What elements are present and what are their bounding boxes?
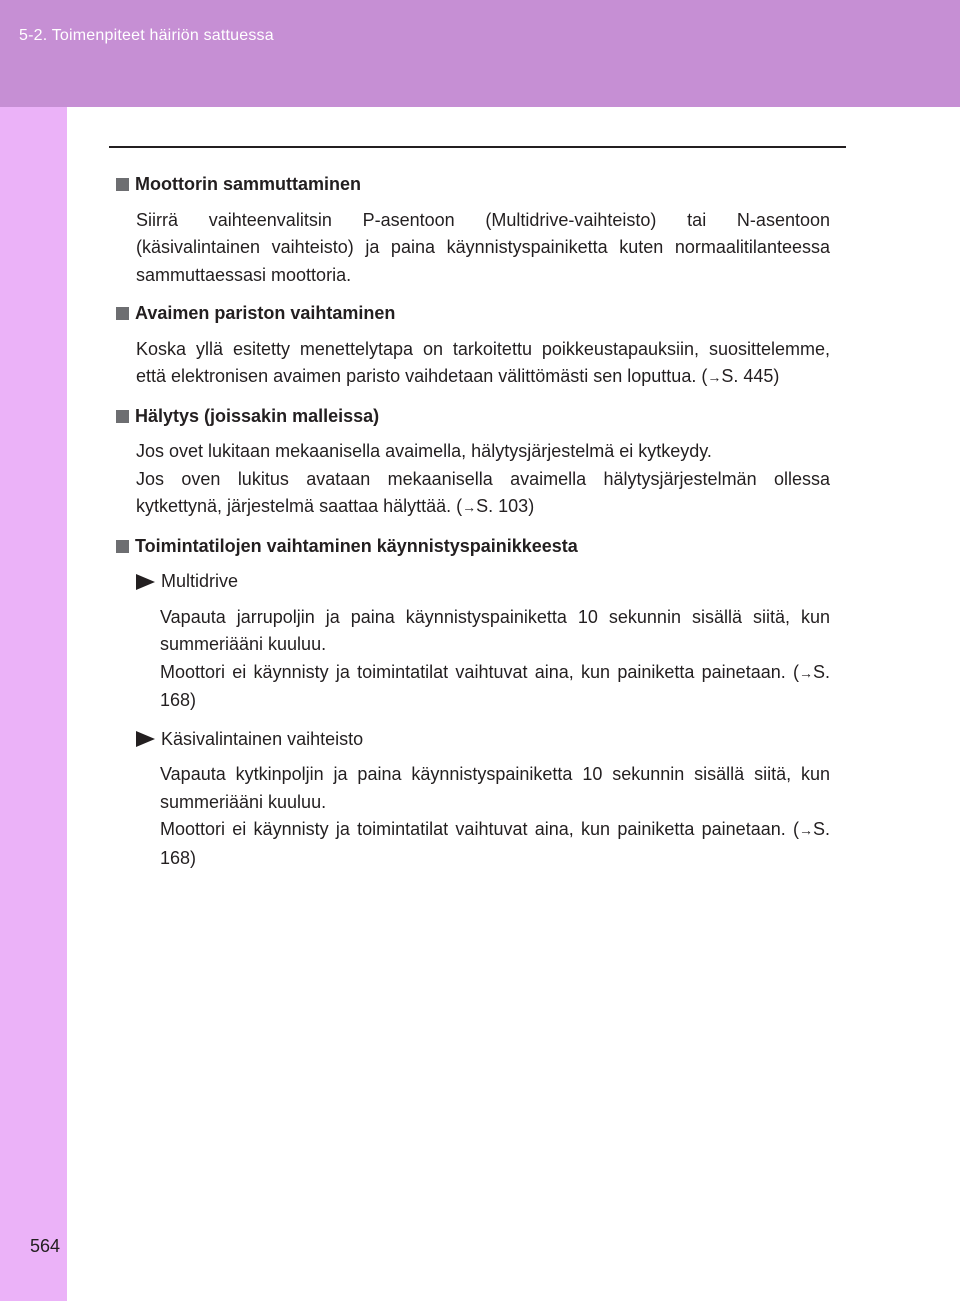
page-number: 564 [29, 1236, 60, 1256]
page-reference[interactable]: S. 168) [160, 819, 830, 868]
square-bullet-icon [116, 540, 129, 553]
square-bullet-icon [116, 410, 129, 423]
sub-text: Vapauta jarrupoljin ja paina käynnistyspainiketta 10 sekunnin sisällä siitä, kun summeriääni kuuluu. Moottori ei käynnisty ja toimintatilat vaihtuvat aina, kun painiketta painetaan. (→S. 168) [160, 606, 830, 710]
sub-text: Vapauta kytkinpoljin ja paina käynnistyspainiketta 10 sekunnin sisällä siitä, kun summeriääni kuuluu. Moottori ei käynnisty ja toimintatilat vaihtuvat aina, kun painiketta painetaan. (→S. 168) [160, 764, 830, 868]
section-text: Jos ovet lukitaan mekaanisella avaimella, hälytysjärjestelmä ei kytkeydy. Jos oven lukitus avataan mekaanisella avaimella hälytysjärjestelmän ollessa kytkettynä, järjestelmä saattaa hälyttää. (→S. 103) [136, 441, 830, 516]
content [116, 171, 830, 883]
arrow-icon: → [462, 499, 477, 515]
section-heading: Toimintatilojen vaihtaminen käynnistyspainikkeesta [116, 533, 830, 561]
triangle-bullet-icon [136, 731, 155, 747]
top-rule [109, 146, 846, 148]
arrow-icon: → [707, 369, 722, 385]
section-heading: Avaimen pariston vaihtaminen [116, 300, 830, 328]
page-reference[interactable]: S. 168) [160, 661, 830, 710]
page-reference[interactable]: S. 445) [721, 366, 780, 386]
sub-heading: Multidrive [136, 568, 830, 596]
header-band [0, 0, 960, 107]
square-bullet-icon [116, 307, 129, 320]
section-heading: Hälytys (joissakin malleissa) [116, 403, 830, 431]
page-reference[interactable]: S. 103) [476, 496, 535, 516]
triangle-bullet-icon [136, 574, 155, 590]
section-title: 5-2. Toimenpiteet häiriön sattuessa [19, 27, 274, 44]
section-text: Siirrä vaihteenvalitsin P-asentoon (Multidrive-vaihteisto) tai N-asentoon (käsivalintainen vaihteisto) ja paina käynnistyspainiketta kuten normaalitilanteessa sammuttaessasi moottoria. [136, 209, 830, 285]
side-band [0, 107, 67, 1301]
section-text: Koska yllä esitetty menettelytapa on tarkoitettu poikkeustapauksiin, suosittelemme, että elektronisen avaimen paristo vaihdetaan välittömästi sen loputtua. (→S. 445) [136, 338, 830, 386]
arrow-icon: → [798, 822, 813, 838]
section-heading: Moottorin sammuttaminen [116, 171, 830, 199]
sub-heading: Käsivalintainen vaihteisto [136, 726, 830, 754]
arrow-icon: → [798, 664, 813, 681]
square-bullet-icon [116, 178, 129, 191]
